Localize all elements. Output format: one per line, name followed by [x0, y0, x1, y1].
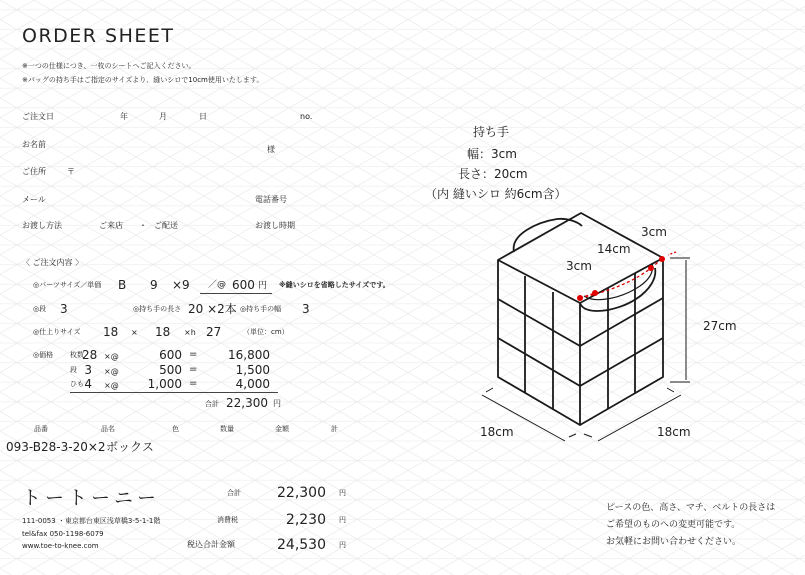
brand-logo: トートーニー [22, 487, 161, 509]
handle-spec-seam: （内 縫いシロ 約6cm含） [425, 187, 567, 201]
delivery-time-label: お渡し時期 [255, 221, 295, 230]
finished-width: 18 [103, 325, 119, 339]
delivery-separator: ・ [139, 221, 147, 230]
finished-depth: 18 [155, 325, 171, 339]
price-row-label: 枚数 [70, 351, 84, 359]
summary-grand-label: 税込合計金額 [187, 540, 235, 549]
summary-tax-value: 2,230 [285, 512, 326, 528]
price-row-at: ×@ [104, 352, 119, 361]
summary-subtotal-yen: 円 [339, 489, 346, 497]
bag-outline [498, 213, 663, 425]
tier-label: ◎段 [33, 305, 47, 313]
price-row-sum: 1,500 [235, 363, 270, 377]
unit-price-prefix: ／@ [208, 280, 227, 290]
mail-label: メール [22, 195, 46, 204]
handle-width-value: 3 [302, 302, 310, 316]
table-header-name: 品名 [101, 425, 115, 433]
table-header-code: 品番 [34, 425, 48, 433]
handle-spec-length: 長さ：20cm [458, 167, 528, 181]
unit-price-yen: 円 [258, 281, 268, 291]
unit-cm-note: （単位：cm） [243, 328, 289, 336]
unit-price-value: 600 [232, 278, 255, 292]
parts-size-label: ◎パーツサイズ／単価 [33, 281, 102, 289]
company-website: www.toe-to-knee.com [22, 542, 99, 550]
handle-width-label: ◎持ち手の幅 [240, 305, 282, 313]
price-row-unit: 500 [159, 363, 182, 377]
finished-height: 27 [206, 325, 222, 339]
summary-subtotal-label: 合計 [227, 489, 241, 497]
handle-length-label: ◎持ち手の長さ [133, 305, 182, 313]
postal-mark: 〒 [67, 167, 75, 176]
price-row-label: ひも [70, 380, 84, 388]
order-number-label: no. [300, 112, 313, 121]
month-label: 月 [159, 112, 167, 121]
price-row-label: 段 [70, 366, 77, 374]
dim-handle-left-3cm: 3cm [566, 259, 592, 273]
price-row-eq: = [189, 364, 198, 375]
item-name: ボックス [106, 440, 154, 454]
note-one-sheet: ※一つの仕様につき、一枚のシートへご記入ください。 [22, 62, 196, 70]
dim-width-right: 18cm [657, 425, 691, 439]
table-header-amount: 金額 [275, 425, 289, 433]
company-address: 111-0053 ・東京都台東区浅草橋3-5-1-1階 [22, 517, 161, 525]
custom-note-line2: ご希望のものへの変更可能です。 [606, 520, 741, 530]
customer-name-label: お名前 [22, 140, 46, 149]
order-total-value: 22,300 [226, 396, 268, 410]
year-label: 年 [120, 112, 128, 121]
table-header-qty: 数量 [220, 425, 234, 433]
summary-tax-label: 消費税 [217, 516, 238, 524]
parts-size-note: ※縫いシロを省略したサイズです。 [279, 281, 390, 289]
handle-spec-title: 持ち手 [473, 125, 510, 139]
summary-grand-yen: 円 [339, 541, 346, 549]
parts-size-w: 9 [150, 278, 158, 292]
order-total-yen: 円 [273, 399, 281, 408]
address-label: ご住所 [22, 167, 46, 176]
delivery-method-label: お渡し方法 [22, 221, 62, 230]
company-phone: tel&fax 050-1198-6079 [22, 530, 104, 538]
parts-size-b: B [118, 278, 127, 292]
phone-label: 電話番号 [255, 195, 287, 204]
tier-value: 3 [60, 302, 68, 316]
handle-length-value: 20 ×2本 [188, 302, 237, 316]
price-row-at: ×@ [104, 367, 119, 376]
day-label: 日 [199, 112, 207, 121]
order-contents-heading: 〈 ご注文内容 〉 [22, 258, 84, 267]
summary-grand-value: 24,530 [277, 537, 326, 553]
finished-times-h: ×h [184, 328, 196, 337]
delivery-ship-option: ご配送 [154, 221, 178, 230]
price-row-sum: 4,000 [235, 377, 270, 391]
price-row-qty: 3 [84, 363, 92, 377]
price-row-unit: 1,000 [147, 377, 182, 391]
price-row-at: ×@ [104, 381, 119, 390]
note-handle-seam: ※バッグの持ち手はご指定のサイズより、縫いシロで10cm使用いたします。 [22, 76, 264, 84]
finished-size-label: ◎仕上りサイズ [33, 328, 81, 336]
price-row-eq: = [189, 349, 198, 360]
order-date-label: ご注文日 [22, 112, 54, 121]
price-row-sum: 16,800 [228, 348, 270, 362]
dim-handle-14cm: 14cm [597, 242, 631, 256]
price-row-qty: 4 [84, 377, 92, 391]
price-row-eq: = [189, 378, 198, 389]
handle-spec-width: 幅：3cm [467, 147, 517, 161]
dimension-lines [482, 258, 690, 441]
item-code: 093-B28-3-20×2 [6, 440, 106, 454]
price-row-unit: 600 [159, 348, 182, 362]
dim-handle-top-3cm: 3cm [641, 225, 667, 239]
price-label: ◎価格 [33, 351, 54, 359]
custom-note-line3: お気軽にお問い合わせください。 [606, 537, 742, 547]
finished-times-1: × [131, 328, 138, 337]
dim-height: 27cm [703, 319, 737, 333]
delivery-visit-option: ご来店 [99, 221, 123, 230]
table-header-color: 色 [172, 425, 179, 433]
dim-width-left: 18cm [480, 425, 514, 439]
order-total-label: 合計 [205, 400, 219, 408]
custom-note-line1: ピースの色、高さ、マチ、ベルトの長さは [606, 503, 776, 513]
page-title: ORDER SHEET [22, 25, 175, 47]
parts-size-times: ×9 [172, 278, 190, 292]
summary-tax-yen: 円 [339, 516, 346, 524]
table-header-total: 計 [331, 425, 338, 433]
honorific-label: 様 [267, 145, 275, 154]
summary-subtotal-value: 22,300 [277, 485, 326, 501]
price-row-qty: 28 [82, 348, 98, 362]
